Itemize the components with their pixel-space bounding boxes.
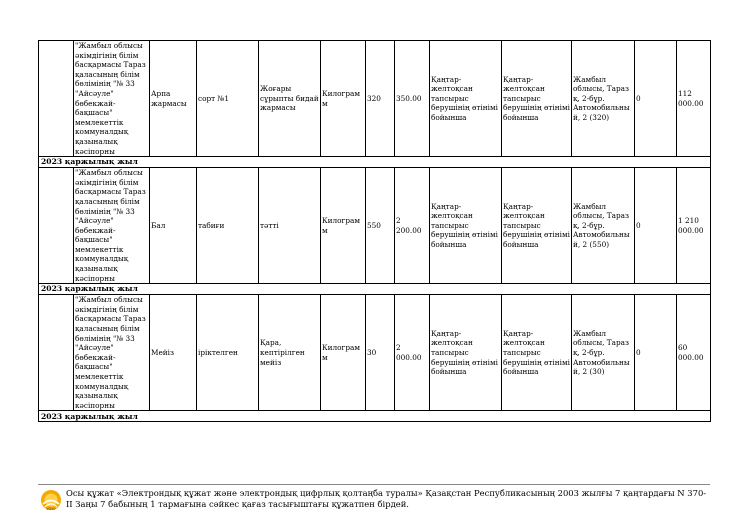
year-row bbox=[39, 284, 711, 295]
customer-cell: "Жамбыл облысы әкімдігінің білім басқармасы Тараз қаласының білім бөлімінің "№ 33 "Айсәуле" бөбекжай-бақшасы" мемлекеттік коммуналдық қазыналық кәсіпорны bbox=[74, 295, 150, 411]
customer-cell: "Жамбыл облысы әкімдігінің білім басқармасы Тараз қаласының білім бөлімінің "№ 33 "Айсәуле" бөбекжай-бақшасы" мемлекеттік коммуналдық қазыналық кәсіпорны bbox=[74, 168, 150, 284]
price-cell: 2 000.00 bbox=[395, 295, 430, 411]
table-row bbox=[39, 168, 711, 284]
delivery-place-cell: Жамбыл облысы, Тараз қ, 2-бұр. Автомобильный, 2 (550) bbox=[572, 168, 635, 284]
procurement-table-area bbox=[38, 40, 710, 421]
description-cell: Қара, кептірілген мейіз bbox=[259, 295, 321, 411]
payment-term-cell: Қаңтар-желтоқсан тапсырыс берушінің өтінімі бойынша bbox=[502, 41, 572, 157]
quantity-cell: 550 bbox=[366, 168, 395, 284]
year-row bbox=[39, 411, 711, 422]
item-name-cell: Арпа жармасы bbox=[150, 41, 197, 157]
egov-sun-logo-icon bbox=[40, 489, 62, 511]
description-cell: тәтті bbox=[259, 168, 321, 284]
payment-term-cell: Қаңтар-желтоқсан тапсырыс берушінің өтінімі бойынша bbox=[502, 295, 572, 411]
table-row bbox=[39, 41, 711, 157]
row-number-cell bbox=[39, 168, 74, 284]
quantity-cell: 30 bbox=[366, 295, 395, 411]
amount-cell: 112 000.00 bbox=[677, 41, 711, 157]
delivery-term-cell: Қаңтар-желтоқсан тапсырыс берушінің өтінімі бойынша bbox=[430, 168, 502, 284]
fiscal-year-label: 2023 қаржылық жыл bbox=[39, 284, 711, 295]
characteristic-cell: іріктелген bbox=[197, 295, 259, 411]
unit-cell: Килограмм bbox=[321, 295, 366, 411]
delivery-term-cell: Қаңтар-желтоқсан тапсырыс берушінің өтінімі бойынша bbox=[430, 295, 502, 411]
customer-cell: "Жамбыл облысы әкімдігінің білім басқармасы Тараз қаласының білім бөлімінің "№ 33 "Айсәуле" бөбекжай-бақшасы" мемлекеттік коммуналдық қазыналық кәсіпорны bbox=[74, 41, 150, 157]
row-number-cell bbox=[39, 41, 74, 157]
procurement-table bbox=[38, 40, 711, 422]
svg-text:eGov: eGov bbox=[46, 507, 56, 511]
description-cell: Жоғары сұрыпты бидай жармасы bbox=[259, 41, 321, 157]
document-footer bbox=[38, 484, 710, 525]
table-row bbox=[39, 295, 711, 411]
advance-cell: 0 bbox=[635, 41, 677, 157]
characteristic-cell: табиғи bbox=[197, 168, 259, 284]
payment-term-cell: Қаңтар-желтоқсан тапсырыс берушінің өтінімі бойынша bbox=[502, 168, 572, 284]
year-row bbox=[39, 157, 711, 168]
unit-cell: Килограмм bbox=[321, 168, 366, 284]
price-cell: 2 200.00 bbox=[395, 168, 430, 284]
advance-cell: 0 bbox=[635, 168, 677, 284]
legal-notice: Осы құжат «Электрондық құжат және электрондық цифрлық қолтаңба туралы» Қазақстан Республикасының 2003 жылғы 7 қаңтардағы N 370-II Заңы 7 бабының 1 тармағына сәйкес қағаз тасығыштағы құжатпен бірдей. bbox=[66, 488, 707, 509]
delivery-place-cell: Жамбыл облысы, Тараз қ, 2-бұр. Автомобильный, 2 (30) bbox=[572, 295, 635, 411]
amount-cell: 1 210 000.00 bbox=[677, 168, 711, 284]
item-name-cell: Бал bbox=[150, 168, 197, 284]
item-name-cell: Мейіз bbox=[150, 295, 197, 411]
quantity-cell: 320 bbox=[366, 41, 395, 157]
delivery-term-cell: Қаңтар-желтоқсан тапсырыс берушінің өтінімі бойынша bbox=[430, 41, 502, 157]
amount-cell: 60 000.00 bbox=[677, 295, 711, 411]
unit-cell: Килограмм bbox=[321, 41, 366, 157]
row-number-cell bbox=[39, 295, 74, 411]
characteristic-cell: сорт №1 bbox=[197, 41, 259, 157]
delivery-place-cell: Жамбыл облысы, Тараз қ, 2-бұр. Автомобильный, 2 (320) bbox=[572, 41, 635, 157]
advance-cell: 0 bbox=[635, 295, 677, 411]
fiscal-year-label: 2023 қаржылық жыл bbox=[39, 411, 711, 422]
price-cell: 350.00 bbox=[395, 41, 430, 157]
fiscal-year-label: 2023 қаржылық жыл bbox=[39, 157, 711, 168]
